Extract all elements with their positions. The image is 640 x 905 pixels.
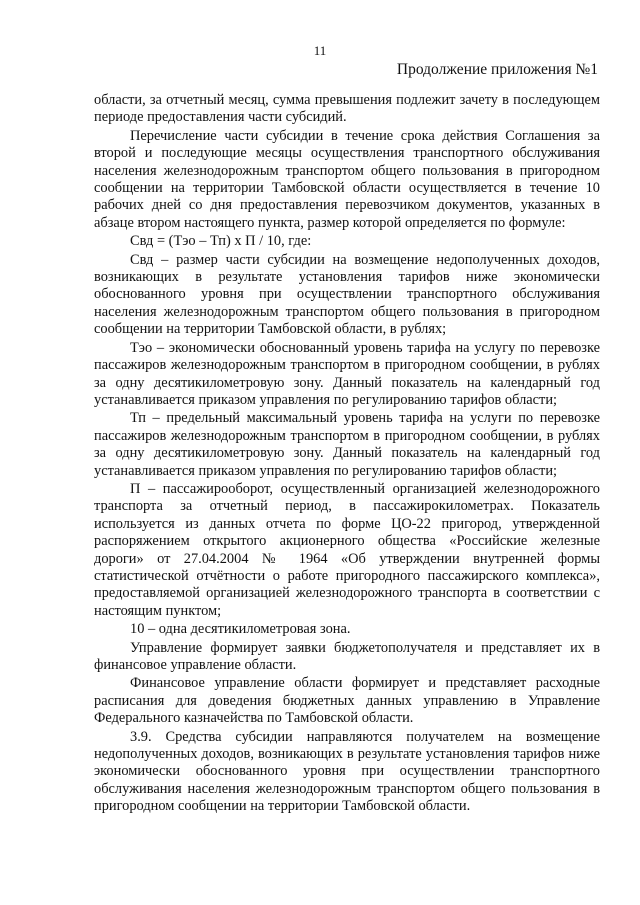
definition-tp: Тп – предельный максимальный уровень тарифа на услуги по перевозке пассажиров железнодорожным транспортом в пригородном сообщении, в рублях за одну десятикилометровую зону. Данный показатель на календарный год устанавливается приказом управления по регулированию тарифов области; (94, 410, 600, 479)
appendix-header: Продолжение приложения №1 (396, 61, 598, 78)
paragraph-continuation: области, за отчетный месяц, сумма превышения подлежит зачету в последующем периоде предоставления части субсидий. (94, 92, 600, 126)
paragraph-3-9: 3.9. Средства субсидии направляются получателем на возмещение недополученных доходов, возникающих в результате установления тарифов ниже экономически обоснованного уровня при осуществлении транспортного обслуживания населения железнодорожным транспортом общего пользования в пригородном сообщении на территории Тамбовской области. (94, 728, 600, 815)
paragraph-financial-dept: Финансовое управление области формирует и представляет расходные расписания для доведения бюджетных данных управлению в Управление Федерального казначейства по Тамбовской области. (94, 675, 600, 727)
formula: Свд = (Тэо – Тп) х П / 10, где: (130, 233, 312, 250)
document-body (94, 92, 600, 817)
paragraph-requests: Управление формирует заявки бюджетополучателя и представляет их в финансовое управление области. (94, 639, 600, 673)
page-number: 11 (313, 43, 327, 58)
paragraph-transfer-terms: Перечисление части субсидии в течение срока действия Соглашения за второй и последующие месяцы осуществления транспортного обслуживания населения железнодорожным транспортом общего пользования в пригородном сообщении на территории Тамбовской области осуществляется в течение 10 рабочих дней со дня предоставления перевозчиком документов, указанных в абзаце втором настоящего пункта, размер которой определяется по формуле: (94, 127, 600, 231)
definition-teo: Тэо – экономически обоснованный уровень тарифа на услугу по перевозке пассажиров железнодорожным транспортом в пригородном сообщении, в рублях за одну десятикилометровую зону. Данный показатель на календарный год устанавливается приказом управления по регулированию тарифов области; (94, 339, 600, 408)
definition-10: 10 – одна десятикилометровая зона. (130, 621, 351, 638)
definition-p: П – пассажирооборот, осуществленный организацией железнодорожного транспорта за отчетный период, в пассажирокилометрах. Показатель используется из данных отчета по форме ЦО-22 пригород, утвержденной распоряжением открытого акционерного общества «Российские железные дороги» от 27.04.2004 № 1964 «Об утверждении внутренней формы статистической отчётности о работе пригородного пассажирского комплекса», предоставляемой организацией железнодорожного транспорта в соответствии с настоящим пунктом; (94, 480, 600, 619)
definition-svd: Свд – размер части субсидии на возмещение недополученных доходов, возникающих в результате установления тарифов ниже экономически обоснованного уровня при осуществлении транспортного обслуживания населения железнодорожным транспортом общего пользования в пригородном сообщении на территории Тамбовской области, в рублях; (94, 251, 600, 338)
